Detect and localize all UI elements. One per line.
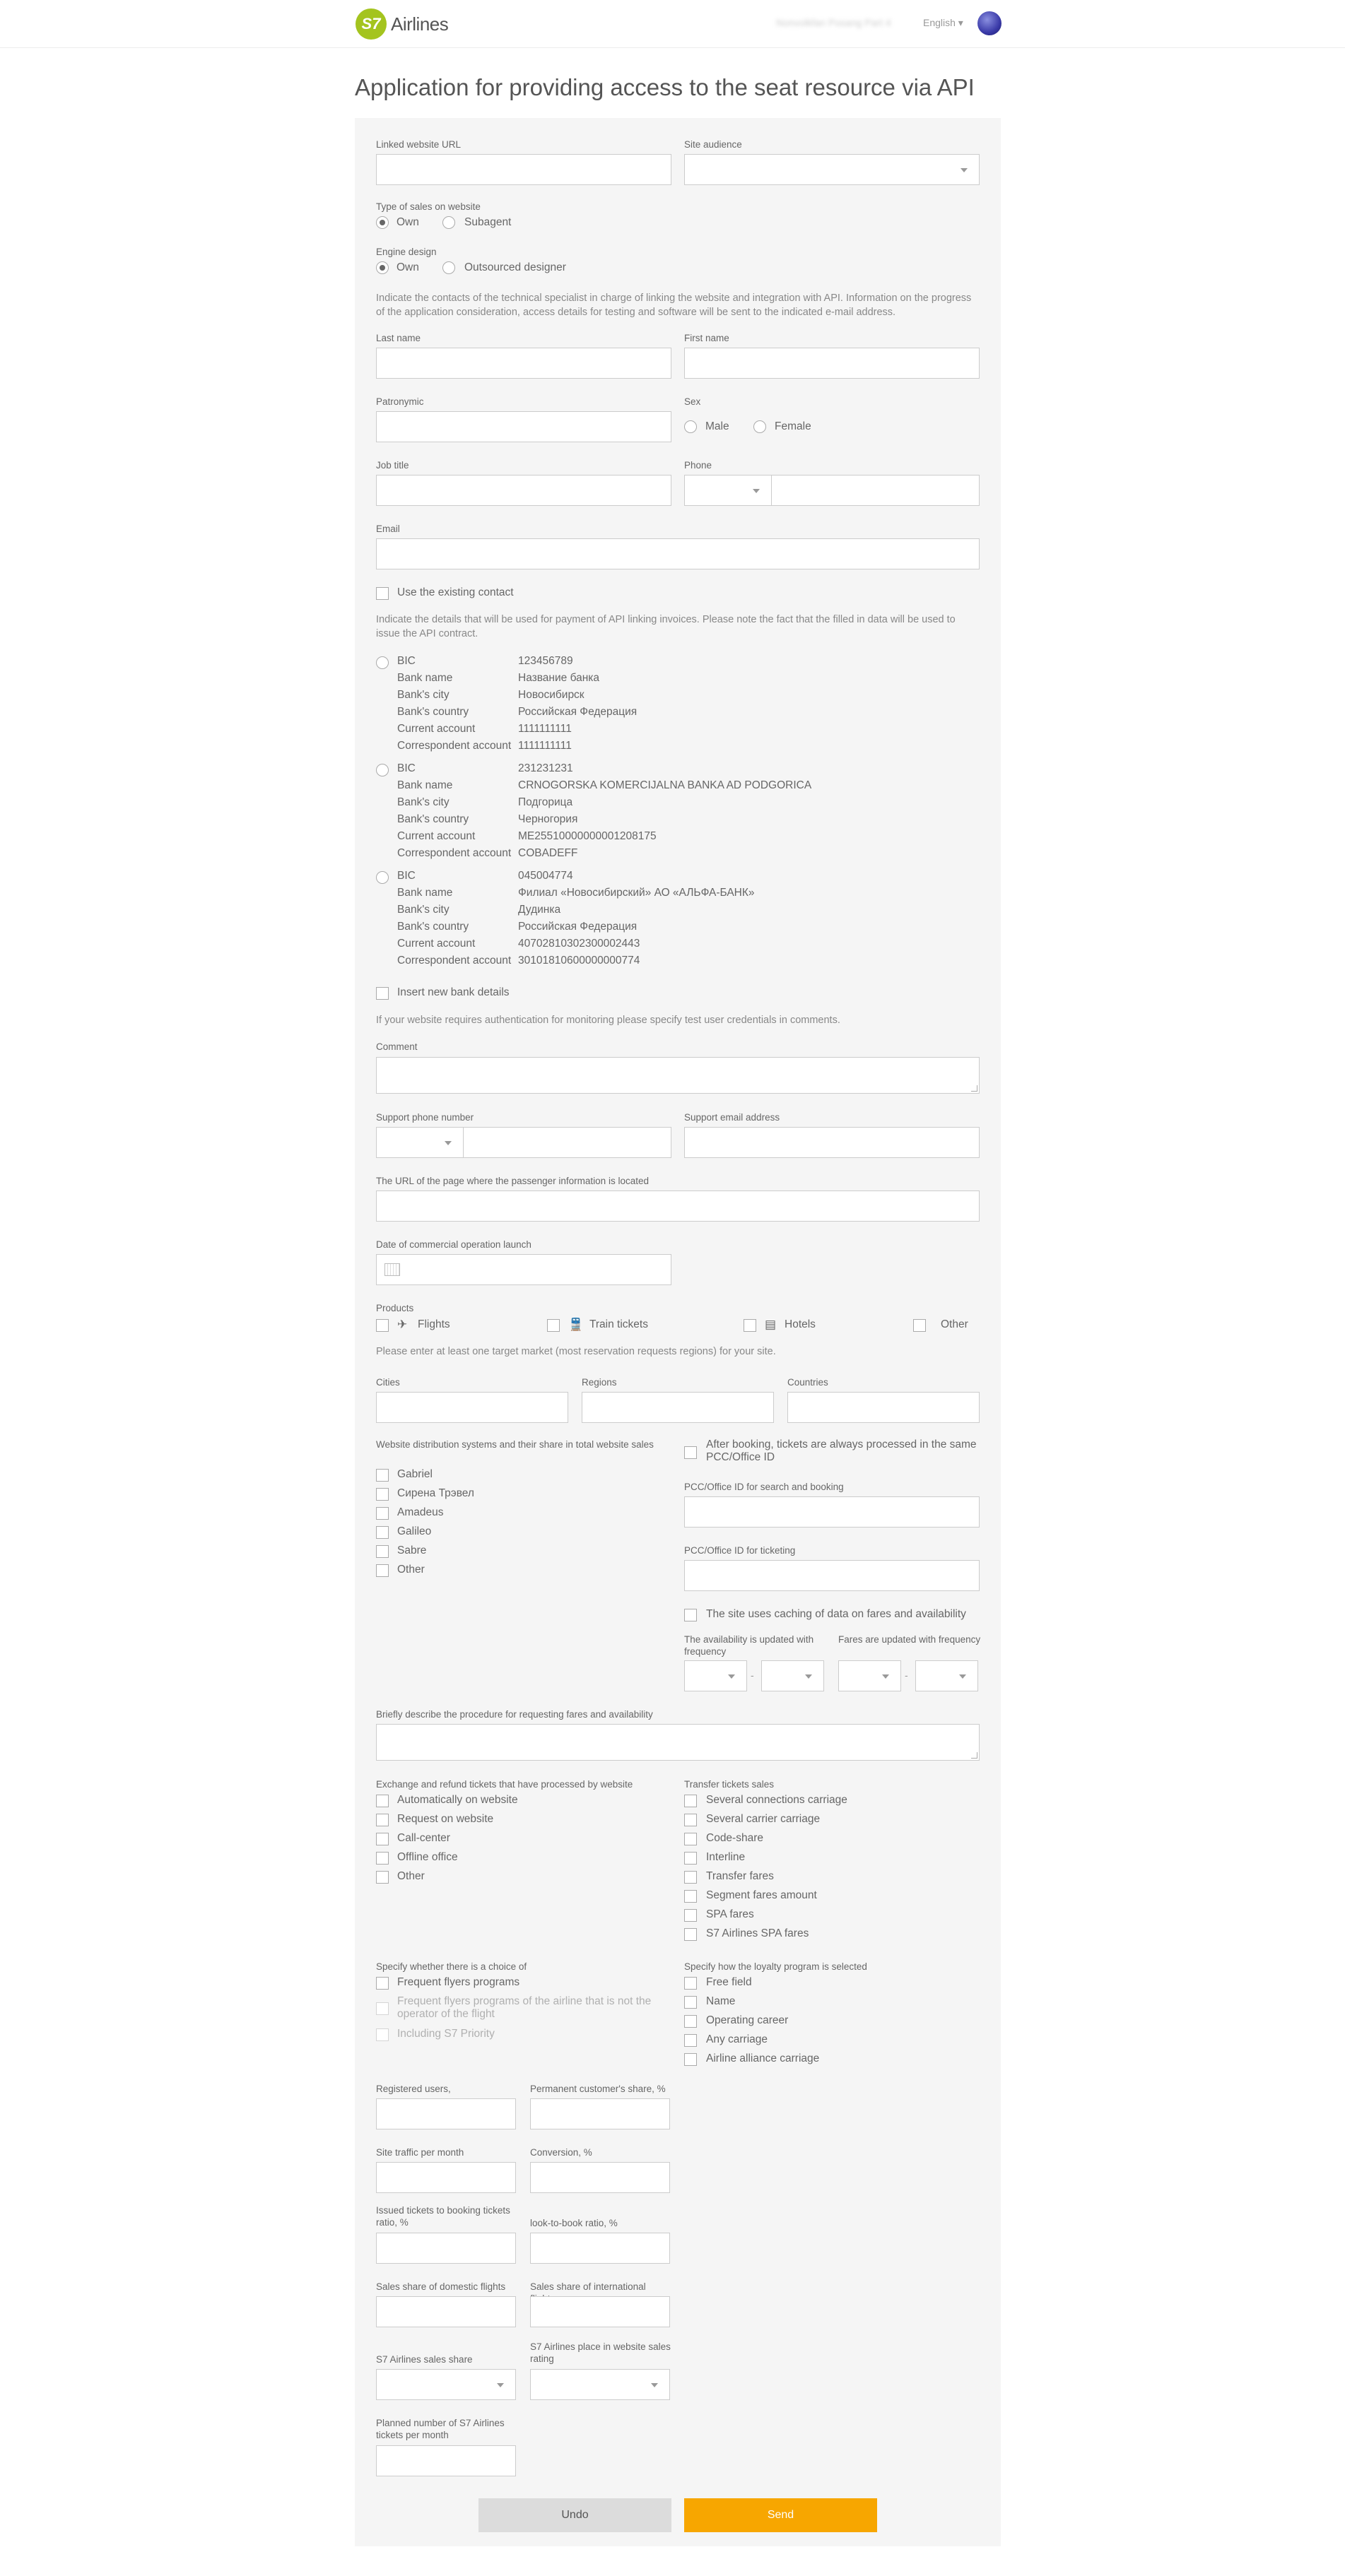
bank-3-city-label: Bank's city bbox=[397, 904, 450, 916]
bank-2-country-label: Bank's country bbox=[397, 813, 469, 825]
ffp-other-airline-label: Frequent flyers programs of the airline that is not the operator of the flight bbox=[397, 1995, 652, 2020]
conversion-input[interactable] bbox=[530, 2162, 670, 2193]
bank-1-bic: 123456789 bbox=[518, 655, 573, 667]
user-name[interactable]: Nonvolkfan Posang Part 4 bbox=[776, 17, 891, 28]
engine-outsourced-radio[interactable] bbox=[442, 261, 455, 274]
international-share-input[interactable] bbox=[530, 2296, 670, 2327]
same-pcc-label: After booking, tickets are always processed in the same PCC/Office ID bbox=[706, 1438, 977, 1463]
loyalty-name-label: Name bbox=[706, 1995, 736, 2007]
cities-label: Cities bbox=[376, 1377, 400, 1388]
engine-design-label: Engine design bbox=[376, 247, 437, 257]
bank-account-1-radio[interactable] bbox=[376, 656, 389, 669]
bank-2-corr: COBADEFF bbox=[518, 847, 578, 859]
regions-label: Regions bbox=[582, 1377, 617, 1388]
bank-1-corr: 1111111111 bbox=[518, 740, 572, 752]
look-to-book-label: look-to-book ratio, % bbox=[530, 2218, 618, 2228]
bank-1-corr-label: Correspondent account bbox=[397, 740, 512, 752]
exchange-callcenter-label: Call-center bbox=[397, 1832, 450, 1844]
support-email-input[interactable] bbox=[684, 1127, 980, 1158]
bank-1-city-label: Bank's city bbox=[397, 689, 450, 701]
transfer-interline-checkbox[interactable] bbox=[684, 1852, 697, 1865]
first-name-input[interactable] bbox=[684, 348, 980, 379]
loyalty-free-field-checkbox[interactable] bbox=[684, 1977, 697, 1990]
availability-separator: - bbox=[751, 1670, 754, 1681]
bank-2-current-label: Current account bbox=[397, 830, 476, 842]
domestic-share-label: Sales share of domestic flights bbox=[376, 2281, 506, 2292]
bank-1-name: Название банка bbox=[518, 672, 600, 684]
conversion-label: Conversion, % bbox=[530, 2147, 592, 2158]
transfer-segment-label: Segment fares amount bbox=[706, 1889, 817, 1901]
exchange-other-label: Other bbox=[397, 1870, 425, 1882]
globe-icon[interactable] bbox=[977, 11, 1002, 35]
dist-sirena-label: Сирена Трэвел bbox=[397, 1487, 474, 1499]
bank-2-country: Черногория bbox=[518, 813, 578, 825]
countries-input[interactable] bbox=[787, 1392, 980, 1423]
dist-galileo-label: Galileo bbox=[397, 1525, 432, 1537]
cities-input[interactable] bbox=[376, 1392, 568, 1423]
issued-ratio-label: Issued tickets to booking tickets ratio, % bbox=[376, 2205, 510, 2228]
s7-share-label: S7 Airlines sales share bbox=[376, 2354, 473, 2365]
last-name-label: Last name bbox=[376, 333, 421, 343]
s7-share-select[interactable] bbox=[376, 2369, 516, 2400]
hotel-icon: ▤ bbox=[765, 1318, 777, 1331]
bank-3-bic: 045004774 bbox=[518, 870, 573, 882]
first-name-label: First name bbox=[684, 333, 729, 343]
linked-url-label: Linked website URL bbox=[376, 139, 462, 150]
procedure-label: Briefly describe the procedure for requesting fares and availability bbox=[376, 1709, 653, 1720]
dist-other-label: Other bbox=[397, 1564, 425, 1576]
linked-url-input[interactable] bbox=[376, 154, 671, 185]
bank-1-current-label: Current account bbox=[397, 723, 476, 735]
dist-amadeus-label: Amadeus bbox=[397, 1506, 444, 1518]
planned-tickets-label: Planned number of S7 Airlines tickets per month bbox=[376, 2418, 505, 2440]
s7-place-select[interactable] bbox=[530, 2369, 670, 2400]
comment-label: Comment bbox=[376, 1041, 418, 1052]
fares-separator: - bbox=[905, 1670, 908, 1681]
pcc-search-input[interactable] bbox=[684, 1496, 980, 1528]
transfer-s7spa-label: S7 Airlines SPA fares bbox=[706, 1927, 809, 1939]
exchange-offline-checkbox[interactable] bbox=[376, 1852, 389, 1865]
bank-2-corr-label: Correspondent account bbox=[397, 847, 512, 859]
last-name-input[interactable] bbox=[376, 348, 671, 379]
sex-male-label: Male bbox=[705, 420, 729, 432]
sex-male-radio[interactable] bbox=[684, 420, 697, 433]
bank-2-name-label: Bank name bbox=[397, 779, 453, 791]
auth-note: If your website requires authentication for monitoring please specify test user credentials in comments. bbox=[376, 1015, 840, 1026]
registered-users-input[interactable] bbox=[376, 2098, 516, 2129]
fares-freq-label: Fares are updated with frequency bbox=[838, 1634, 981, 1645]
bank-account-3-radio[interactable] bbox=[376, 871, 389, 884]
transfer-spa-label: SPA fares bbox=[706, 1908, 754, 1920]
loyalty-free-field-label: Free field bbox=[706, 1976, 752, 1988]
comment-textarea[interactable] bbox=[376, 1057, 980, 1094]
site-traffic-input[interactable] bbox=[376, 2162, 516, 2193]
fares-freq-unit-select[interactable] bbox=[915, 1660, 978, 1691]
bank-3-current-label: Current account bbox=[397, 938, 476, 950]
bank-1-bic-label: BIC bbox=[397, 655, 416, 667]
product-flights-label: Flights bbox=[418, 1318, 450, 1330]
loyalty-operating-label: Operating career bbox=[706, 2014, 789, 2026]
email-label: Email bbox=[376, 524, 400, 534]
site-traffic-label: Site traffic per month bbox=[376, 2147, 464, 2158]
undo-button[interactable]: Undo bbox=[478, 2498, 671, 2532]
transfer-segment-checkbox[interactable] bbox=[684, 1890, 697, 1903]
procedure-textarea[interactable] bbox=[376, 1724, 980, 1761]
bank-3-corr: 30101810600000000774 bbox=[518, 955, 640, 967]
job-title-input[interactable] bbox=[376, 475, 671, 506]
use-existing-contact-checkbox[interactable] bbox=[376, 587, 389, 600]
exchange-other-checkbox[interactable] bbox=[376, 1871, 389, 1884]
loyalty-alliance-checkbox[interactable] bbox=[684, 2053, 697, 2066]
same-pcc-checkbox[interactable] bbox=[684, 1446, 697, 1459]
use-existing-contact-label: Use the existing contact bbox=[397, 586, 514, 598]
ffp-other-airline-checkbox[interactable] bbox=[376, 2002, 389, 2015]
domestic-share-input[interactable] bbox=[376, 2296, 516, 2327]
bank-1-current: 1111111111 bbox=[518, 723, 572, 735]
s7-logo-icon: S7 bbox=[356, 8, 387, 40]
planned-tickets-input[interactable] bbox=[376, 2445, 516, 2476]
transfer-spa-checkbox[interactable] bbox=[684, 1909, 697, 1922]
engine-outsourced-label: Outsourced designer bbox=[464, 261, 566, 273]
insert-new-bank-label: Insert new bank details bbox=[397, 986, 510, 998]
dist-sirena-checkbox[interactable] bbox=[376, 1488, 389, 1501]
engine-own-radio[interactable] bbox=[376, 261, 389, 274]
exchange-request-checkbox[interactable] bbox=[376, 1814, 389, 1826]
bank-3-bic-label: BIC bbox=[397, 870, 416, 882]
fares-freq-value-select[interactable] bbox=[838, 1660, 901, 1691]
permanent-share-label: Permanent customer's share, % bbox=[530, 2084, 666, 2094]
support-phone-input[interactable] bbox=[463, 1127, 671, 1158]
launch-date-label: Date of commercial operation launch bbox=[376, 1239, 531, 1250]
look-to-book-input[interactable] bbox=[530, 2233, 670, 2264]
ffp-programs-label: Frequent flyers programs bbox=[397, 1976, 520, 1988]
sex-female-radio[interactable] bbox=[753, 420, 766, 433]
bank-2-bic: 231231231 bbox=[518, 762, 573, 774]
phone-label: Phone bbox=[684, 460, 712, 471]
bank-3-city: Дудинка bbox=[518, 904, 561, 916]
support-email-label: Support email address bbox=[684, 1112, 780, 1123]
bank-1-city: Новосибирск bbox=[518, 689, 585, 701]
loyalty-operating-checkbox[interactable] bbox=[684, 2015, 697, 2028]
loyalty-any-carriage-label: Any carriage bbox=[706, 2033, 768, 2045]
ffp-s7-priority-label: Including S7 Priority bbox=[397, 2028, 495, 2040]
exchange-callcenter-checkbox[interactable] bbox=[376, 1833, 389, 1845]
exchange-request-label: Request on website bbox=[397, 1813, 494, 1825]
site-header bbox=[0, 0, 1345, 48]
s7-place-label: S7 Airlines place in website sales rating bbox=[530, 2341, 671, 2364]
transfer-carrier-label: Several carrier carriage bbox=[706, 1813, 821, 1825]
transfer-label: Transfer tickets sales bbox=[684, 1779, 775, 1790]
brand-name: Airlines bbox=[391, 13, 449, 35]
sales-subagent-label: Subagent bbox=[464, 216, 512, 228]
transfer-s7spa-checkbox[interactable] bbox=[684, 1928, 697, 1941]
pcc-search-label: PCC/Office ID for search and booking bbox=[684, 1482, 844, 1492]
availability-freq-value-select[interactable] bbox=[684, 1660, 747, 1691]
send-button[interactable]: Send bbox=[684, 2498, 877, 2532]
engine-own-label: Own bbox=[397, 261, 419, 273]
dist-sabre-checkbox[interactable] bbox=[376, 1545, 389, 1558]
sex-female-label: Female bbox=[775, 420, 811, 432]
availability-freq-label: The availability is updated with frequency bbox=[684, 1634, 814, 1657]
transfer-carrier-checkbox[interactable] bbox=[684, 1814, 697, 1826]
sales-subagent-radio[interactable] bbox=[442, 216, 455, 229]
transfer-fares-checkbox[interactable] bbox=[684, 1871, 697, 1884]
bank-1-country: Российская Федерация bbox=[518, 706, 638, 718]
product-train-label: Train tickets bbox=[589, 1318, 648, 1330]
transfer-connections-checkbox[interactable] bbox=[684, 1795, 697, 1807]
bank-account-2-radio[interactable] bbox=[376, 764, 389, 776]
passenger-url-input[interactable] bbox=[376, 1190, 980, 1222]
phone-input[interactable] bbox=[771, 475, 980, 506]
ffp-programs-checkbox[interactable] bbox=[376, 1977, 389, 1990]
ffp-s7-priority-checkbox[interactable] bbox=[376, 2028, 389, 2041]
sales-type-label: Type of sales on website bbox=[376, 201, 481, 212]
sex-label: Sex bbox=[684, 396, 701, 407]
permanent-share-input[interactable] bbox=[530, 2098, 670, 2129]
bank-2-current: ME25510000000001208175 bbox=[518, 830, 657, 842]
patronymic-input[interactable] bbox=[376, 411, 671, 442]
ffp-label: Specify whether there is a choice of bbox=[376, 1961, 527, 1972]
caching-checkbox[interactable] bbox=[684, 1609, 697, 1621]
contact-note: Indicate the contacts of the technical specialist in charge of linking the website and integration with API. Information on the progress of the application consideration, access details for testing and software will be sent to the indicated e-mail address. bbox=[376, 293, 972, 318]
calendar-icon[interactable] bbox=[384, 1263, 400, 1276]
sales-own-label: Own bbox=[397, 216, 419, 228]
email-input[interactable] bbox=[376, 538, 980, 569]
bank-2-city: Подгорица bbox=[518, 796, 573, 808]
bank-1-name-label: Bank name bbox=[397, 672, 453, 684]
dist-gabriel-label: Gabriel bbox=[397, 1468, 433, 1480]
product-hotels-checkbox[interactable] bbox=[744, 1319, 756, 1332]
product-flights-checkbox[interactable] bbox=[376, 1319, 389, 1332]
dist-galileo-checkbox[interactable] bbox=[376, 1526, 389, 1539]
distribution-label: Website distribution systems and their share in total website sales bbox=[376, 1439, 654, 1450]
exchange-offline-label: Offline office bbox=[397, 1851, 458, 1863]
patronymic-label: Patronymic bbox=[376, 396, 424, 407]
exchange-auto-checkbox[interactable] bbox=[376, 1795, 389, 1807]
bank-3-current: 40702810302300002443 bbox=[518, 938, 640, 950]
airplane-icon: ✈ bbox=[397, 1318, 408, 1331]
s7-logo[interactable] bbox=[356, 8, 448, 40]
page-title: Application for providing access to the seat resource via API bbox=[355, 74, 975, 100]
transfer-connections-label: Several connections carriage bbox=[706, 1794, 847, 1806]
passenger-url-label: The URL of the page where the passenger information is located bbox=[376, 1176, 649, 1186]
caching-label: The site uses caching of data on fares and availability bbox=[706, 1608, 966, 1620]
bank-3-country: Российская Федерация bbox=[518, 921, 638, 933]
bank-3-corr-label: Correspondent account bbox=[397, 955, 512, 967]
loyalty-label: Specify how the loyalty program is selected bbox=[684, 1961, 867, 1972]
pcc-ticketing-label: PCC/Office ID for ticketing bbox=[684, 1545, 796, 1556]
bank-3-name-label: Bank name bbox=[397, 887, 453, 899]
site-audience-select[interactable] bbox=[684, 154, 980, 185]
phone-code-select[interactable] bbox=[684, 475, 772, 506]
insert-new-bank-checkbox[interactable] bbox=[376, 987, 389, 1000]
international-share-label: Sales share of international bbox=[530, 2281, 646, 2292]
product-train-checkbox[interactable] bbox=[547, 1319, 560, 1332]
transfer-codeshare-label: Code-share bbox=[706, 1832, 763, 1844]
bank-2-bic-label: BIC bbox=[397, 762, 416, 774]
product-other-label: Other bbox=[941, 1318, 968, 1330]
bank-3-country-label: Bank's country bbox=[397, 921, 469, 933]
application-form bbox=[355, 118, 1001, 2546]
site-audience-label: Site audience bbox=[684, 139, 742, 150]
bank-note: Indicate the details that will be used for payment of API linking invoices. Please note the fact that the filled in data will be used to issue the API contract. bbox=[376, 614, 956, 639]
language-selector[interactable]: English ▾ bbox=[923, 17, 963, 28]
bank-2-name: CRNOGORSKA KOMERCIJALNA BANKA AD PODGORICA bbox=[518, 779, 812, 791]
loyalty-alliance-label: Airline alliance carriage bbox=[706, 2052, 820, 2064]
transfer-interline-label: Interline bbox=[706, 1851, 746, 1863]
transfer-codeshare-checkbox[interactable] bbox=[684, 1833, 697, 1845]
exchange-auto-label: Automatically on website bbox=[397, 1794, 518, 1806]
registered-users-label: Registered users, bbox=[376, 2084, 451, 2094]
product-other-checkbox[interactable] bbox=[913, 1319, 926, 1332]
support-phone-label: Support phone number bbox=[376, 1112, 474, 1123]
bank-3-name: Филиал «Новосибирский» АО «АЛЬФА-БАНК» bbox=[518, 887, 755, 899]
bank-1-country-label: Bank's country bbox=[397, 706, 469, 718]
train-icon: 🚆 bbox=[568, 1318, 584, 1331]
bank-2-city-label: Bank's city bbox=[397, 796, 450, 808]
dist-amadeus-checkbox[interactable] bbox=[376, 1507, 389, 1520]
launch-date-input[interactable] bbox=[376, 1254, 671, 1285]
product-hotels-label: Hotels bbox=[785, 1318, 816, 1330]
sales-own-radio[interactable] bbox=[376, 216, 389, 229]
issued-ratio-input[interactable] bbox=[376, 2233, 516, 2264]
availability-freq-unit-select[interactable] bbox=[761, 1660, 824, 1691]
regions-input[interactable] bbox=[582, 1392, 774, 1423]
products-label: Products bbox=[376, 1303, 414, 1313]
support-phone-code-select[interactable] bbox=[376, 1127, 464, 1158]
exchange-label: Exchange and refund tickets that have processed by website bbox=[376, 1779, 633, 1790]
market-note: Please enter at least one target market (most reservation requests regions) for your site. bbox=[376, 1346, 776, 1357]
pcc-ticketing-input[interactable] bbox=[684, 1560, 980, 1591]
dist-sabre-label: Sabre bbox=[397, 1544, 427, 1556]
loyalty-name-checkbox[interactable] bbox=[684, 1996, 697, 2009]
countries-label: Countries bbox=[787, 1377, 828, 1388]
job-title-label: Job title bbox=[376, 460, 409, 471]
dist-other-checkbox[interactable] bbox=[376, 1564, 389, 1577]
dist-gabriel-checkbox[interactable] bbox=[376, 1469, 389, 1482]
loyalty-any-carriage-checkbox[interactable] bbox=[684, 2034, 697, 2047]
transfer-fares-label: Transfer fares bbox=[706, 1870, 774, 1882]
